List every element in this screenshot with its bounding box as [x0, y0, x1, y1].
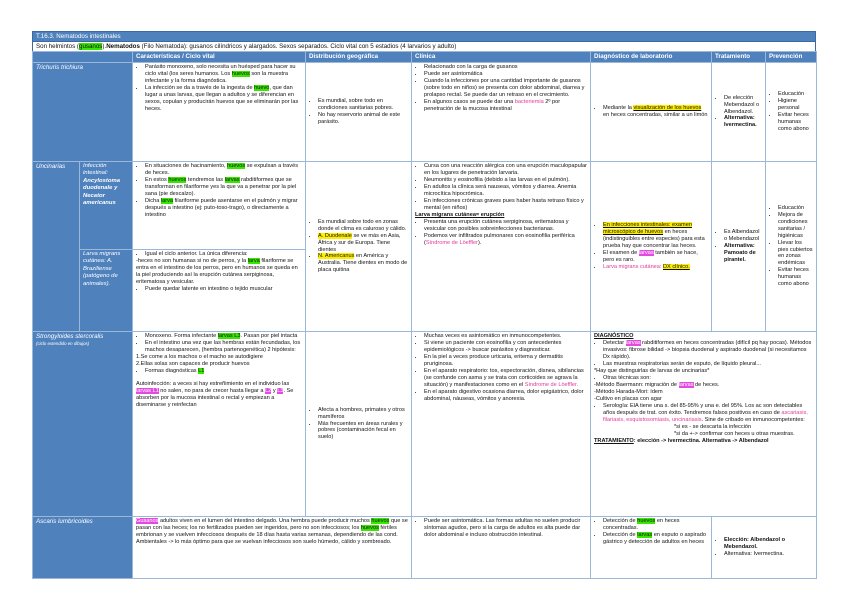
- uncinarias-prevention: • Educación • Mejora de condiciones sanitarias / higiénicas • Llevar los pies cubiertos en zonas endémicas • Evitar heces humanas como abono: [766, 162, 817, 332]
- subrow-label-infeccion: Infección intestinal: Ancylostoma duodenale y Necator americanus: [80, 162, 133, 250]
- uncinarias-clinic: • Cursa con una reacción alérgica con una erupción maculopapular en los lugares de penetración larvaria. • Neumonitis y eosinofilia (debido a las larvas en el pulmón). • En adultos la clínica será nauseas, vómitos y diarrea. Anemia microcítica hipocrómica. • En infecciones crónicas graves pues haber hasta retraso físico y mental (en niños) Larva migrans cutánea= erupción • Presenta una erupción cutánea serpiginosa, eritematosa y vesicular con posibles sobreinfecciones bacterianas. • Podemos ver infiltrados pulmonares con eosinofilia periférica (Síndrome de Löeffler).: [412, 162, 591, 332]
- trichuris-treatment: • De elección Mebendazol o Albendazol. • Alternativa: Ivermectina.: [712, 63, 766, 162]
- header-empty: [33, 52, 133, 63]
- document-title: T.16.3. Nematodos intestinales: [32, 31, 816, 41]
- row-trichuris: [33, 63, 817, 162]
- header-treatment: Tratamiento: [712, 52, 766, 63]
- row-ascaris: [33, 517, 817, 579]
- row-label-trichuris: Trichuris trichiura: [33, 63, 133, 162]
- ascaris-diagnosis: • Detección de huevos en heces concentradas. • Detección de larvas en esputo o aspirado gástrico y detección de adultos en heces: [591, 517, 712, 579]
- trichuris-diagnosis: • Mediante la visualización de los huevos en heces concentradas, similar a un limón: [591, 63, 712, 162]
- header-prevention: Prevención: [766, 52, 817, 63]
- header-distribution: Distribución geográfica: [306, 52, 412, 63]
- row-strongyloides: [33, 332, 817, 517]
- uncinarias-infeccion-characteristics: • En situaciones de hacinamiento, huevos se expulsan a través de heces. • En estos huevos tendremos las larvas rabditiformes que se transforman en filariforme yes la que va a penetrar por la piel sana (pie descalzo). • Dicha larva filariforme puede asentarse en el pulmón y migrar después a intestino (ej: puto-toso-trago), o directamente a intestino: [133, 162, 306, 250]
- row-label-ascaris: Ascaris lumbricoides: [33, 517, 133, 579]
- strongyloides-diagnosis-treatment: DIAGNÓSTICO • Detectar larvas rabditiformes en heces concentradas (difícil pq hay pocas). Métodos invasivos: fibrose bilidad -> biopsia duodenal y aspirado duodenal (si necesitamos Dx rápido). • Las muestras respiratorias serán de esputo, de líquido pleural... *Hay que distinguirlas de larvas de uncinarias* • Otras técnicas son: -Método Baermann: migración de larvas de heces. -Método Harada-Mori: ídem -Cultivo en placas con agar • Serología: ElA tiene una s. del 85-95% y una e. del 95%. Los ac son detectables años después de trat. con éxito. Tendremos falsos positivos en caso de ascariasis, filariasis, esquistosomiasis, uncinariasis. Sine de cribado en inmunocompetentes: *si es - se descarta la infección *si da +-> confirmar con heces u otras muestras. TRATAMIENTO: elección -> Ivermectina. Alternativa -> Albendazol: [591, 332, 817, 517]
- nematodes-table: [32, 51, 817, 579]
- uncinarias-distribution: • Es mundial sobre todo en zonas donde el clima es caluroso y cálido. • A. Duodenale se ve más en Asia, África y sur de Europa. Tiene dientes • N. Americanus en América y Australia. Tiene dientes en modo de placa quitina: [306, 162, 412, 332]
- row-label-uncinarias: Uncinarias: [33, 162, 80, 332]
- trichuris-distribution: • Es mundial, sobre todo en condiciones sanitarias pobres. • No hay reservorio animal de este parásito.: [306, 63, 412, 162]
- ascaris-characteristics: Gusanos adultos viven en el lumen del intestino delgado. Una hembra puede producir muchos huevos que se pasan con las heces; los no fertilizados pueden ser ingeridos, pero no son infecciosos; los huevos fértiles embrionan y se vuelven infecciosos después de 18 días hasta varias semanas, dependiendo de las cond. Ambientales -> lo más óptimo para que se vuelvan infecciosos son suelo húmedo, cálido y sombreado.: [133, 517, 412, 579]
- row-label-strongyloides: Strongyloides stercoralis (ciclo extendido en dibujos): [33, 332, 133, 517]
- subrow-label-larva-migrans: Larva migrans cutánea: A. Braziliense (patógeno de animales).: [80, 250, 133, 332]
- ascaris-treatment: • Elección: Albendazol o Mebendazol. • Alternativa: Ivermectina.: [712, 517, 817, 579]
- strongyloides-distribution: • Afecta a hombres, primates y otros mamíferos • Más frecuentes en áreas rurales y pobres (contaminación fecal en suelo): [306, 332, 412, 517]
- header-diagnosis: Diagnóstico de laboratorio: [591, 52, 712, 63]
- trichuris-clinic: • Relacionado con la carga de gusanos • Puede ser asintomática • Cuando la infecciones por una cantidad importante de gusanos (sobre todo en niños) se presenta con dolor abdominal, diarrea y prolapso rectal. Se puede dar un retraso en el crecimiento. • En algunos casos se puede dar una bacteriemia 2º por penetración de la mucosa intestinal: [412, 63, 591, 162]
- trichuris-prevention: • Educación • Higiene personal • Evitar heces humanas como abono: [766, 63, 817, 162]
- intro-line: Son helmintos (gusanos).Nematodos (Filo Nematoda): gusanos cilíndricos y alargados. Sexos separados. Ciclo vital con 5 estadios (4 larvarios y adulto): [32, 41, 816, 51]
- document-content: [32, 31, 816, 579]
- header-row: [33, 52, 817, 63]
- larva-migrans-heading: Larva migrans cutánea= erupción: [415, 211, 505, 218]
- strongyloides-characteristics: • Monoxeno. Forma infectante larvas L3. Pasan por piel intacta • En el intestino una vez que las hembras están fecundadas, los machos desaparecen, (hembra partenogenética) 2 hipótesis: 1.Se come a los machos o el macho se autodigiere 2.Ellas solas son capaces de producir huevos • Formas diagnósticas L1 Autoinfección: a veces si hay estreñimiento en el individuo las larvas L1 no salen, no para de crecer hasta llegar a L2 y L3. Se absorben por la mucosa intestinal o rectal y empiezan a diseminarse y reinfectan: [133, 332, 306, 517]
- header-clinic: Clínica: [412, 52, 591, 63]
- uncinarias-larva-characteristics: • Igual el ciclo anterior. La única diferencia: -heces no son humanas si no de perros, y la larva filariforme se entra en el intestino de los perros, pero en humanos se queda en la piel produciendo así la erupción cutánea serpiginosa, eritematosa y vesicular. • Puede quedar latente en intestino o tejido muscular: [133, 250, 306, 332]
- strongyloides-clinic: • Muchas veces es asintomático en inmunocompetentes. • Si viene un paciente con eosinofilia y con antecedentes epidemiológicos -> buscar parásitos y diagnosticar. • En la piel a veces produce urticaria, eritema y dermatitis pruriginosa. • En el aparato respiratorio: tos, expectoración, disnea, sibilancias (se confunde con asma y se trata con corticoides se agrava la situación) y manifestaciones como en el Síndrome de Löeffler. • En el aparato digestivo ocasiona diarrea, dolor epigástrico, dolor abdominal, náuseas, vómitos y anorexia.: [412, 332, 591, 517]
- header-characteristics: Características / Ciclo vital: [133, 52, 306, 63]
- trichuris-characteristics: • Parásito monoxeno, solo necesita un huésped para hacer su ciclo vital (los seres humanos. Los huevos son la muestra infectante y la forma diagnóstica. • La infección se da a través de la ingesta de huevo, que dan lugar a unas larvas, que llegan a adultos y se diferencian en sexos, copulan y producirán huevos que se eliminarán por las heces.: [133, 63, 306, 162]
- ascaris-clinic: • Puede ser asintomática. Las formas adultas no suelen producir síntomas agudos, pero si la carga de adultos es alta puede dar dolor abdominal e incluso obstrucción intestinal.: [412, 517, 591, 579]
- row-uncinarias-infeccion: [33, 162, 817, 250]
- uncinarias-treatment: • Es Albendazol o Mebendazol • Alternativa: Pamoato de pirantel.: [712, 162, 766, 332]
- uncinarias-diagnosis: • En infecciones intestinales: examen microscópico de huevos en heces (indistinguibles entre especies) para esta prueba hay que concentrar las heces. • El examen de larvas también se hace, pero es raro. • Larva migrans cutánea: DX clínico.: [591, 162, 712, 332]
